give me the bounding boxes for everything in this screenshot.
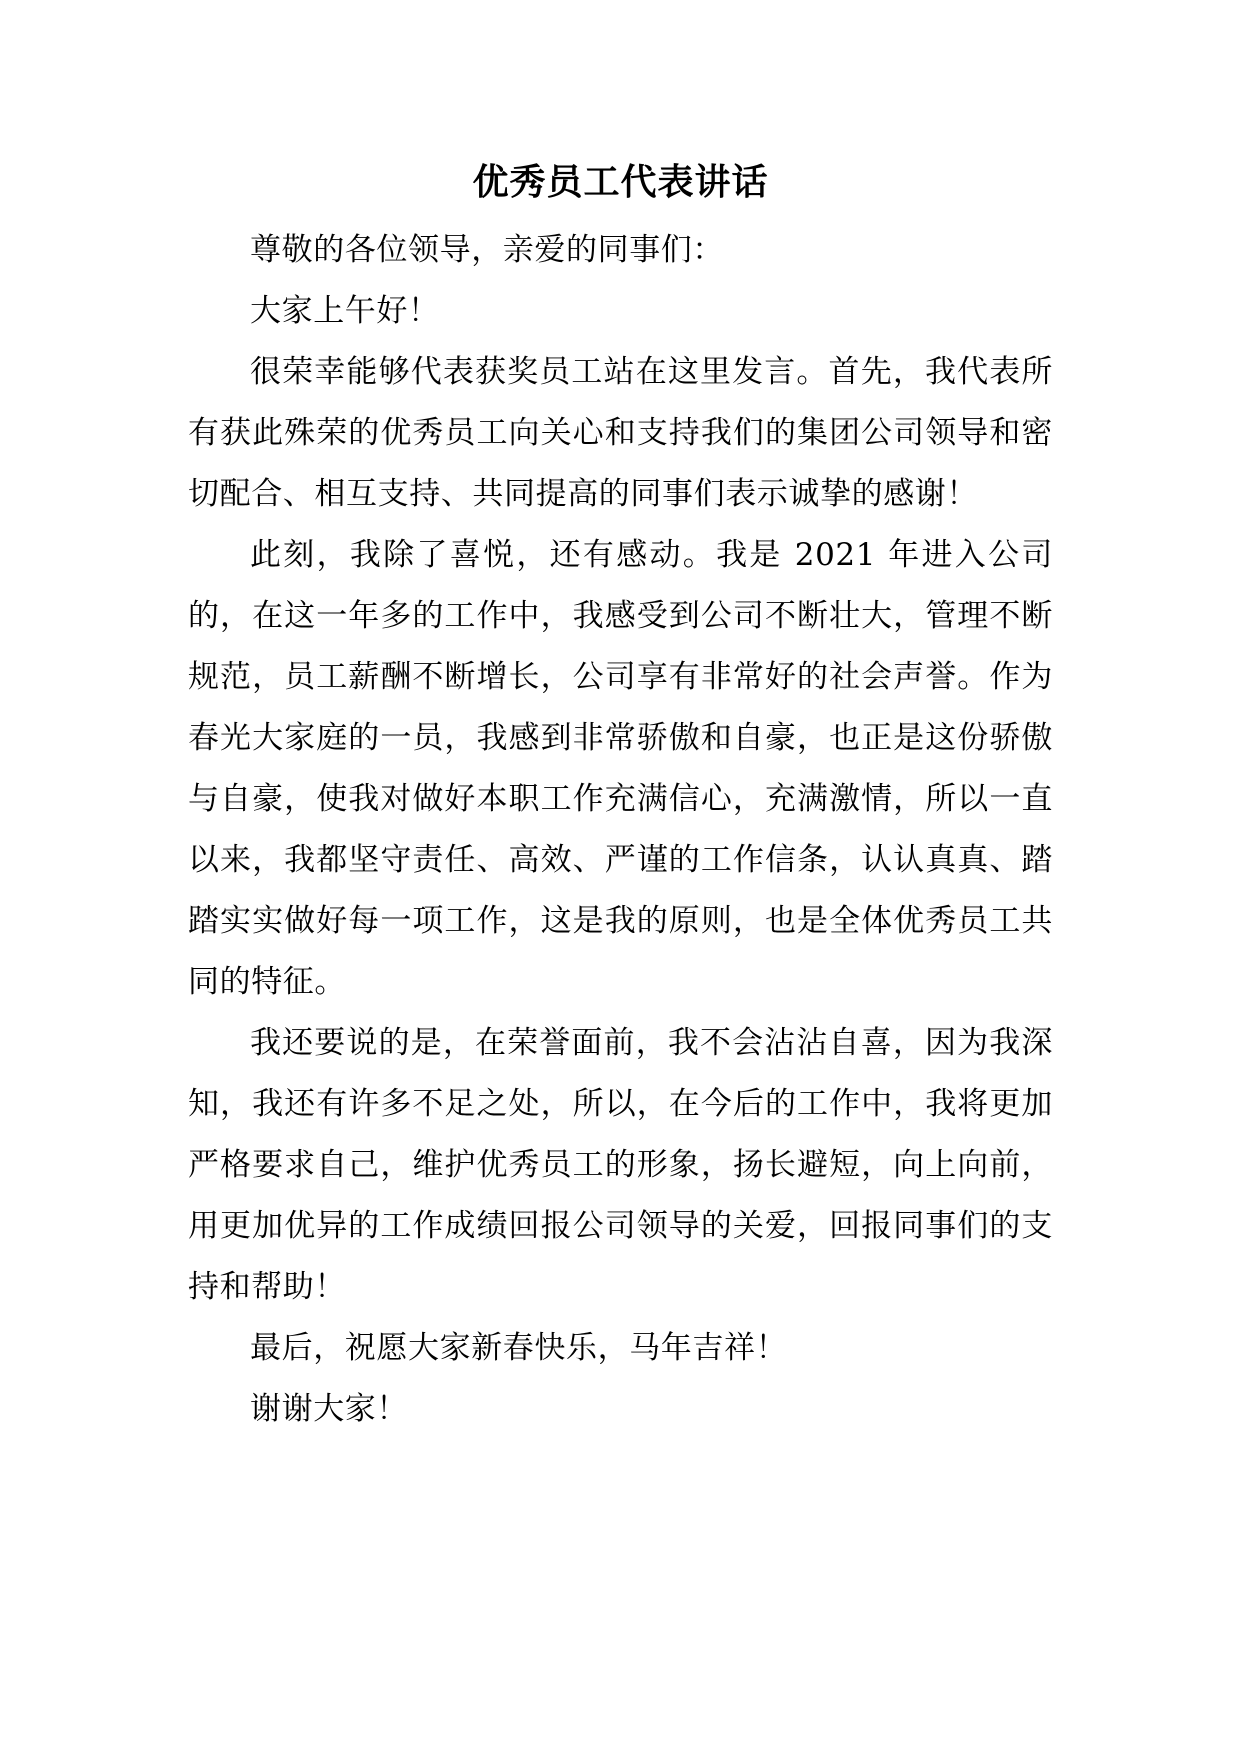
paragraph-greeting: 大家上午好！	[250, 293, 440, 329]
paragraph-commitment: 我还要说的是，在荣誉面前，我不会沾沾自喜，因为我深知，我还有许多不足之处，所以，在今后的工作中，我将更加严格要求自己，维护优秀员工的形象，扬长避短，向上向前，用更加优异的工作成绩回报公司领导的关爱，回报同事们的支持和帮助！	[188, 1025, 1053, 1305]
document-title: 优秀员工代表讲话	[472, 161, 769, 203]
paragraph-salutation: 尊敬的各位领导，亲爱的同事们：	[250, 232, 724, 268]
paragraph-closing: 谢谢大家！	[250, 1391, 408, 1427]
document-body	[188, 220, 1053, 1440]
paragraph-feelings: 此刻，我除了喜悦，还有感动。我是 2021 年进入公司的，在这一年多的工作中，我感受到公司不断壮大，管理不断规范，员工薪酬不断增长，公司享有非常好的社会声誉。作为春光大家庭的一员，我感到非常骄傲和自豪，也正是这份骄傲与自豪，使我对做好本职工作充满信心，充满激情，所以一直以来，我都坚守责任、高效、严谨的工作信条，认认真真、踏踏实实做好每一项工作，这是我的原则，也是全体优秀员工共同的特征。	[188, 537, 1053, 1000]
paragraph-thanks: 很荣幸能够代表获奖员工站在这里发言。首先，我代表所有获此殊荣的优秀员工向关心和支持我们的集团公司领导和密切配合、相互支持、共同提高的同事们表示诚挚的感谢！	[188, 354, 1053, 512]
paragraph-wishes: 最后，祝愿大家新春快乐，马年吉祥！	[250, 1330, 788, 1366]
